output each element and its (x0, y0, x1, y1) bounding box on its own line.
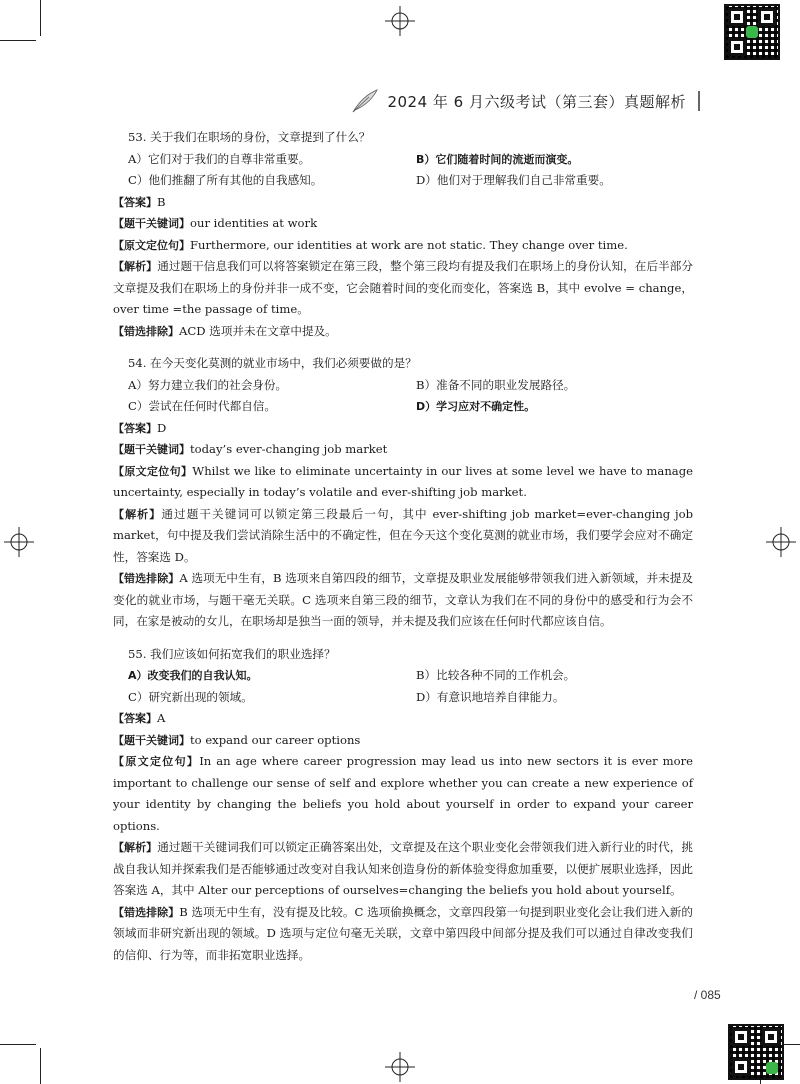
keyword-row (113, 439, 693, 461)
analysis-row (113, 256, 693, 321)
question-stem: 53. 关于我们在职场的身份，文章提到了什么？ (128, 130, 371, 144)
option-list (128, 665, 693, 708)
exclude-text: B 选项无中生有，没有提及比较。C 选项偷换概念，文章四段第一句提到职业变化会让我们进入新的领域而非研究新出现的领域。D 选项与定位句毫无关联，文章中第四段中间部分提及我们可以通过自律改变我们的信仰、行为等，而非拓宽职业选择。 (113, 904, 693, 962)
analysis-row (113, 504, 693, 569)
answer-value: B (157, 194, 166, 209)
keyword-row (113, 213, 693, 235)
exclude-text: A 选项无中生有，B 选项来自第四段的细节，文章提及职业发展能够带领我们进入新领域，并未提及变化的就业市场，与题干毫无关联。C 选项来自第三段的细节，文章认为我们在不同的身份中的感受和行为会不同，在家是被动的女儿，在职场却是独当一面的领导，并未提及我们应该在任何时代都应该自信。 (113, 571, 693, 628)
header-title: 2024 年 6 月六级考试（第三套）真题解析 (387, 92, 686, 111)
crop-mark (0, 1044, 36, 1045)
analysis-content (113, 127, 693, 966)
exclude-text: ACD 选项并未在文章中提及。 (179, 323, 337, 338)
question-stem: 54. 在今天变化莫测的就业市场中，我们必须要做的是？ (128, 356, 417, 370)
exclude-row (113, 902, 693, 967)
locate-tag: 【原文定位句】 (113, 464, 193, 478)
option-b: B）准备不同的职业发展路径。 (416, 377, 576, 392)
locate-tag: 【原文定位句】 (113, 238, 190, 252)
crop-mark (40, 1048, 41, 1084)
analysis-text: 通过题干信息我们可以将答案锁定在第三段，整个第三段均有提及我们在职场上的身份认知，在后半部分文章提及我们在职场上的身份并非一成不变，它会随着时间的变化而变化，答案选 B，其中 evolve = change，over time =the passage of time。 (113, 259, 693, 316)
keyword-text: our identities at work (190, 216, 318, 230)
option-d: D）有意识地培养自律能力。 (416, 689, 565, 704)
option-b: B）它们随着时间的流逝而演变。 (416, 152, 579, 166)
analysis-tag: 【解析】 (113, 507, 162, 521)
keyword-tag: 【题干关键词】 (113, 217, 190, 230)
question-block (113, 353, 693, 418)
keyword-row (113, 730, 693, 752)
exclude-tag: 【错选排除】 (113, 905, 180, 919)
registration-mark-icon (4, 527, 34, 557)
option-a: A）努力建立我们的社会身份。 (128, 377, 288, 392)
registration-mark-icon (385, 6, 415, 36)
answer-tag: 【答案】 (113, 712, 157, 725)
answer-row (113, 418, 693, 440)
option-d: D）他们对于理解我们自己非常重要。 (416, 173, 611, 187)
answer-value: D (157, 420, 167, 435)
locate-text: In an age where career progression may lead us into new sectors it is ever more important to challenge our sense of self and explore whether you can create a new experience of your identity by changing the beliefs you hold about yourself in order to expand your career options. (113, 754, 693, 833)
qr-code-icon (728, 1024, 784, 1080)
page-number: / 085 (694, 988, 721, 1002)
analysis-tag: 【解析】 (113, 260, 158, 273)
running-header (349, 88, 700, 114)
analysis-text: 通过题干关键词我们可以锁定正确答案出处，文章提及在这个职业变化会带领我们进入新行业的时代，挑战自我认知并探索我们是否能够通过改变对自我认知来创造身份的新体验变得愈加重要，以便扩展职业选择，因此答案选 A，其中 Alter our perceptions of ourselves=changing the beliefs you hold about yourself。 (113, 840, 693, 897)
question-stem: 55. 我们应该如何拓宽我们的职业选择？ (128, 646, 336, 661)
option-list (128, 149, 693, 192)
option-c: C）尝试在任何时代都自信。 (128, 399, 276, 413)
keyword-tag: 【题干关键词】 (113, 733, 190, 747)
keyword-text: today’s ever-changing job market (190, 442, 388, 456)
locate-row (113, 461, 693, 504)
exclude-tag: 【错选排除】 (113, 572, 180, 585)
header-divider (698, 91, 700, 111)
locate-row (113, 235, 693, 257)
locate-tag: 【原文定位句】 (113, 755, 200, 768)
analysis-tag: 【解析】 (113, 841, 158, 854)
exclude-row (113, 568, 693, 633)
analysis-text: 通过题干关键词可以锁定第三段最后一句，其中 ever-shifting job market=ever-changing job market，句中提及我们尝试消除生活中的不确定性，但在今天这个变化莫测的就业市场，我们要学会应对不确定性，答案选 D。 (113, 506, 693, 564)
option-a: A）它们对于我们的自尊非常重要。 (128, 151, 311, 166)
locate-row (113, 751, 693, 837)
option-a: A）改变我们的自我认知。 (128, 669, 258, 682)
option-list (128, 375, 693, 418)
answer-value: A (157, 711, 166, 725)
exclude-tag: 【错选排除】 (113, 324, 179, 338)
answer-row (113, 708, 693, 730)
locate-text: Whilst we like to eliminate uncertainty in our lives at some level we have to manage uncertainty, especially in today’s volatile and ever-shifting job market. (113, 463, 694, 499)
answer-row (113, 192, 693, 214)
feather-pen-icon (349, 88, 379, 114)
option-c: C）研究新出现的领域。 (128, 689, 253, 704)
answer-tag: 【答案】 (113, 421, 157, 435)
analysis-row (113, 837, 693, 902)
keyword-tag: 【题干关键词】 (113, 443, 190, 456)
answer-tag: 【答案】 (113, 195, 157, 209)
option-d: D）学习应对不确定性。 (416, 400, 536, 413)
locate-text: Furthermore, our identities at work are not static. They change over time. (190, 237, 628, 252)
crop-mark (0, 40, 36, 41)
question-block (113, 644, 693, 709)
registration-mark-icon (766, 527, 796, 557)
exclude-row (113, 321, 693, 343)
option-b: B）比较各种不同的工作机会。 (416, 668, 576, 682)
crop-mark (40, 0, 41, 36)
registration-mark-icon (385, 1052, 415, 1082)
question-block (113, 127, 693, 192)
qr-code-icon (724, 4, 780, 60)
option-c: C）他们推翻了所有其他的自我感知。 (128, 173, 323, 187)
keyword-text: to expand our career options (190, 732, 361, 747)
